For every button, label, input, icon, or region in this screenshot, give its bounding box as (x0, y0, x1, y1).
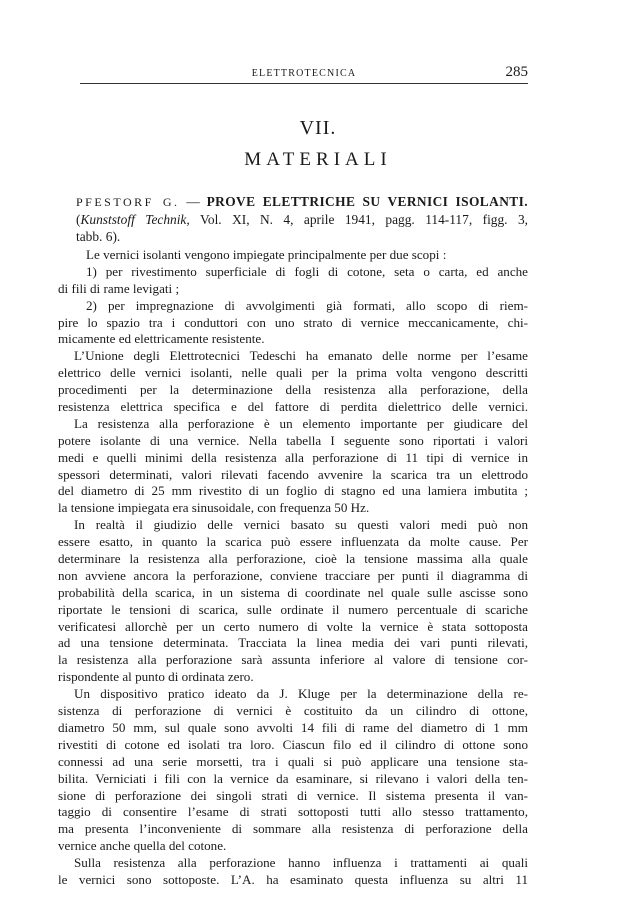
bibliographic-reference (76, 193, 528, 245)
text-line: riportate le tensioni di scarica, sulle ordinate il numero percentuale di scariche (58, 601, 528, 617)
running-head-title: ELETTROTECNICA (251, 68, 357, 79)
text-line: taggio di consentire l’esame di strati sottoposti tutti allo stesso trattamento, (58, 804, 528, 820)
text-line: ma presenta l’inconveniente di sommare alla resistenza di perforazione della (58, 821, 528, 837)
text-line: resistenza elettrica specifica e del fattore di perdita dielettrico delle vernici. (58, 399, 528, 415)
text-line: L’Unione degli Elettrotecnici Tedeschi ha emanato delle norme per l’esame (74, 348, 528, 364)
text-line: Un dispositivo pratico ideato da J. Kluge per la determinazione della re- (74, 686, 528, 702)
text-line: ad una tensione determinata. Tracciata la linea media dei vari punti rilevati, (58, 635, 528, 651)
text-line: rispondente al punto di ordinata zero. (58, 669, 254, 685)
text-line: di fili di rame levigati ; (58, 280, 180, 296)
section-title: MATERIALI (244, 149, 392, 170)
running-head (80, 64, 528, 88)
text-line: In realtà il giudizio delle vernici basato su questi valori medi può non (74, 517, 528, 533)
section-number: VII. (299, 117, 337, 139)
reference-line-1 (76, 193, 528, 211)
text-line: 1) per rivestimento superficiale di fogli di cotone, seta o carta, ed anche (86, 263, 528, 279)
text-line: spessori determinati, valori rilevati facendo avvenire la scarica tra un elettrodo (58, 466, 528, 482)
reference-line-3: tabb. 6). (76, 229, 121, 244)
text-line: del diametro di 25 mm rivestito di un foglio di stagno ed una lamiera imbutita ; (58, 483, 528, 499)
text-line: connessi ad una serie morsetti, tra i quali si può applicare una tensione sta- (58, 753, 528, 769)
text-line: la tensione impiegata era sinusoidale, con frequenza 50 Hz. (58, 500, 370, 516)
text-line: diametro 50 mm, sul quale sono avvolti 14 fili di rame del diametro di 1 mm (58, 719, 528, 735)
text-line: micamente ed elettricamente resistente. (58, 331, 265, 347)
text-line: elettrico delle vernici isolanti, nelle quali per la prima volta vengono descritti (58, 365, 528, 381)
reference-author: PFESTORF G. (76, 195, 180, 209)
text-line: pire lo spazio tra i conduttori con uno strato di vernice meccanicamente, chi- (58, 314, 528, 330)
text-line: sione di perforazione dei singoli strati di vernice. Il sistema presenta il van- (58, 787, 528, 803)
text-line: rivestiti di cotone ed isolati tra loro. Ciascun filo ed il cilindro di ottone sono (58, 736, 528, 752)
reference-line-2: (Kunststoff Technik, Vol. XI, N. 4, aprile 1941, pagg. 114-117, figg. 3, (76, 212, 528, 227)
text-line: vernice anche quella del cotone. (58, 838, 227, 854)
header-rule (80, 83, 528, 84)
text-line: Le vernici isolanti vengono impiegate principalmente per due scopi : (86, 247, 447, 262)
text-line: essere esatto, in quanto la scarica può essere influenzata da molte cause. Per (58, 534, 528, 550)
reference-journal: Kunststoff Technik, (80, 212, 190, 227)
text-line: non avviene ancora la perforazione, conviene tracciare per punti il diagramma di (58, 567, 528, 583)
reference-dash: — (186, 194, 200, 209)
text-line: probabilità della scarica, in un sistema di coordinate nel quale sulle ascisse sono (58, 584, 528, 600)
text-line: potere isolante di una vernice. Nella tabella I seguente sono riportati i valori (58, 432, 528, 448)
text-line: bilita. Verniciati i fili con la vernice da esaminare, si rilevano i valori della ten- (58, 770, 528, 786)
text-line: determinare la resistenza alla perforazione, cioè la tensione massima alla quale (58, 551, 528, 567)
reference-title: PROVE ELETTRICHE SU VERNICI ISOLANTI. (206, 194, 528, 209)
text-line: La resistenza alla perforazione è un elemento importante per giudicare del (74, 415, 528, 431)
text-line: medi e quelli minimi della resistenza alla perforazione di 11 tipi di vernice in (58, 449, 528, 465)
text-line: la resistenza alla perforazione sarà assunta inferiore al valore di tensione cor- (58, 652, 528, 668)
page-number: 285 (505, 64, 528, 80)
text-line: verificatesi allorchè per un certo numero di volte la vernice è stata sottoposta (58, 618, 528, 634)
article-body (58, 247, 528, 889)
text-line: le vernici sono sottoposte. L’A. ha esaminato questa influenza su altri 11 (58, 871, 528, 887)
text-line: Sulla resistenza alla perforazione hanno influenza i trattamenti ai quali (74, 855, 528, 871)
text-line: 2) per impregnazione di avvolgimenti già formati, allo scopo di riem- (86, 297, 528, 313)
text-line: sistenza di perforazione di vernici è costituito da un cilindro di ottone, (58, 703, 528, 719)
text-line: procedimenti per la determinazione della resistenza alla perforazione, della (58, 382, 528, 398)
reference-details: Vol. XI, N. 4, aprile 1941, pagg. 114-117, figg. 3, (199, 212, 528, 227)
